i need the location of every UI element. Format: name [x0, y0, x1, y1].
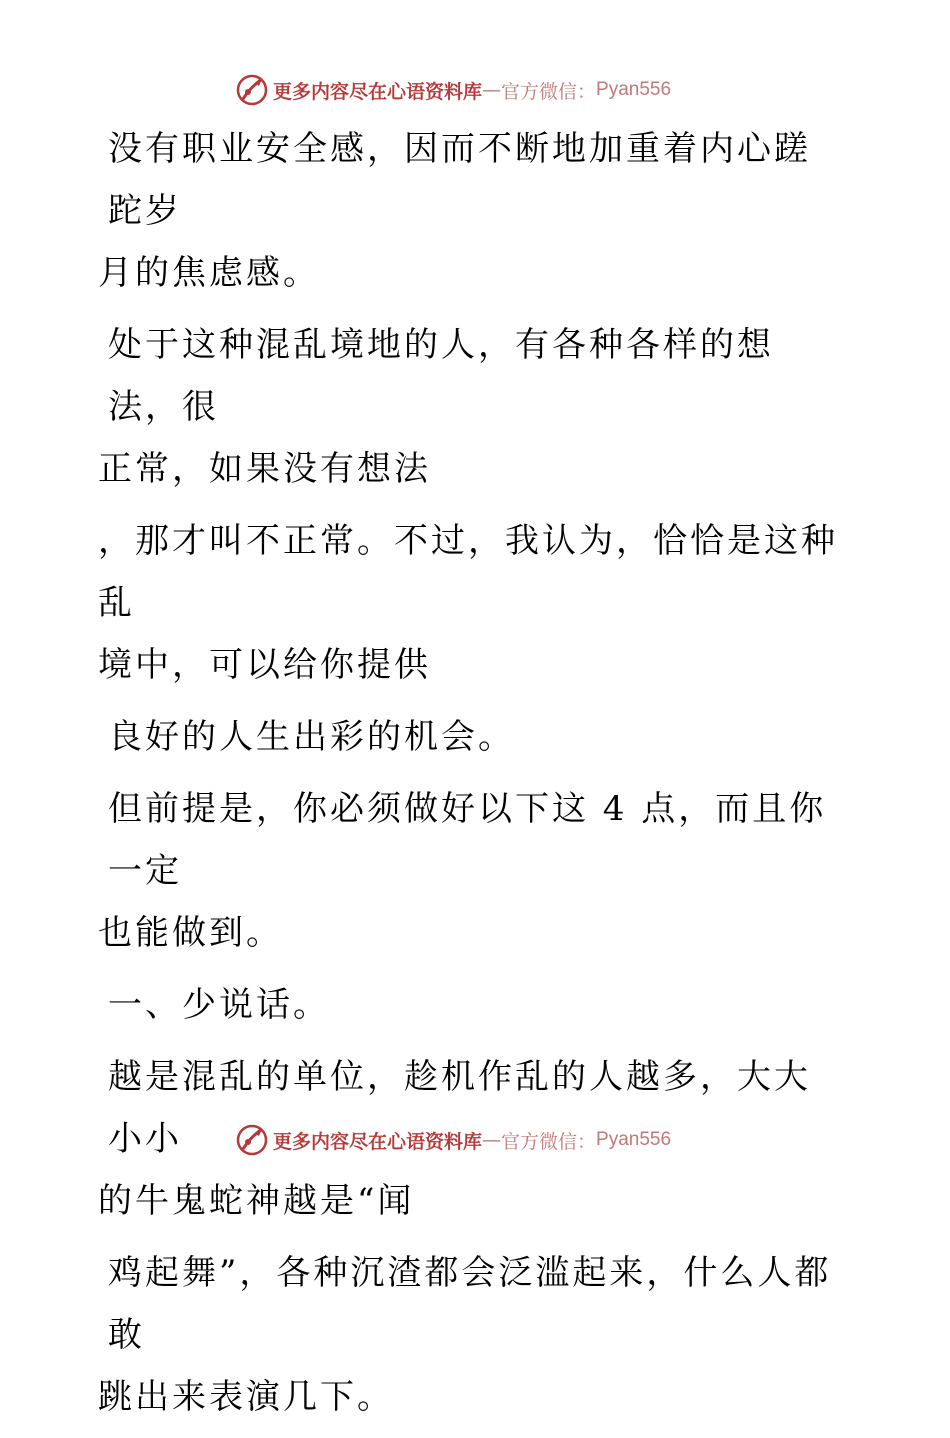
text-line: 鸡起舞”，各种沉渣都会泛滥起来，什么人都敢 — [108, 1253, 832, 1355]
banner-main-text: 更多内容尽在心语资料库 — [273, 80, 483, 103]
text-line: 一、少说话。 — [108, 985, 330, 1025]
text-line: 也能做到。 — [98, 913, 283, 953]
paragraph — [98, 706, 838, 768]
text-line: 越是混乱的单位，趁机作乱的人越多，大大小小 — [108, 1057, 811, 1159]
paragraph — [98, 1242, 838, 1428]
pen-logo-icon — [235, 1123, 269, 1157]
banner-wechat-id: Pyan556 — [596, 1129, 672, 1150]
banner-wechat-label: 官方微信： — [501, 1130, 597, 1153]
text-line: ，那才叫不正常。不过，我认为，恰恰是这种乱 — [98, 521, 838, 623]
banner-dash: — — [482, 1129, 502, 1151]
banner-main-text: 更多内容尽在心语资料库 — [273, 1130, 483, 1153]
text-line: 跳出来表演几下。 — [98, 1377, 394, 1417]
text-line: 没有职业安全感，因而不断地加重着内心蹉跎岁 — [108, 129, 811, 231]
banner-wechat-label: 官方微信： — [501, 80, 597, 103]
text-line: 良好的人生出彩的机会。 — [108, 717, 515, 757]
paragraph — [98, 118, 838, 304]
document-body — [98, 118, 838, 1438]
text-line: 境中，可以给你提供 — [98, 645, 431, 685]
pen-logo-icon — [235, 73, 269, 107]
banner-dash: — — [482, 79, 502, 101]
footer-banner — [235, 1122, 671, 1158]
text-line: 正常，如果没有想法 — [98, 449, 431, 489]
text-line: 的牛鬼蛇神越是“闻 — [98, 1181, 415, 1221]
text-line: 但前提是，你必须做好以下这 4 点，而且你一定 — [108, 789, 827, 891]
section-heading — [98, 974, 838, 1036]
banner-wechat-id: Pyan556 — [596, 79, 672, 100]
text-line: 处于这种混乱境地的人，有各种各样的想法，很 — [108, 325, 774, 427]
paragraph — [98, 778, 838, 964]
paragraph — [98, 510, 838, 696]
text-line: 月的焦虑感。 — [98, 253, 320, 293]
paragraph — [98, 314, 838, 500]
header-banner — [235, 72, 671, 108]
